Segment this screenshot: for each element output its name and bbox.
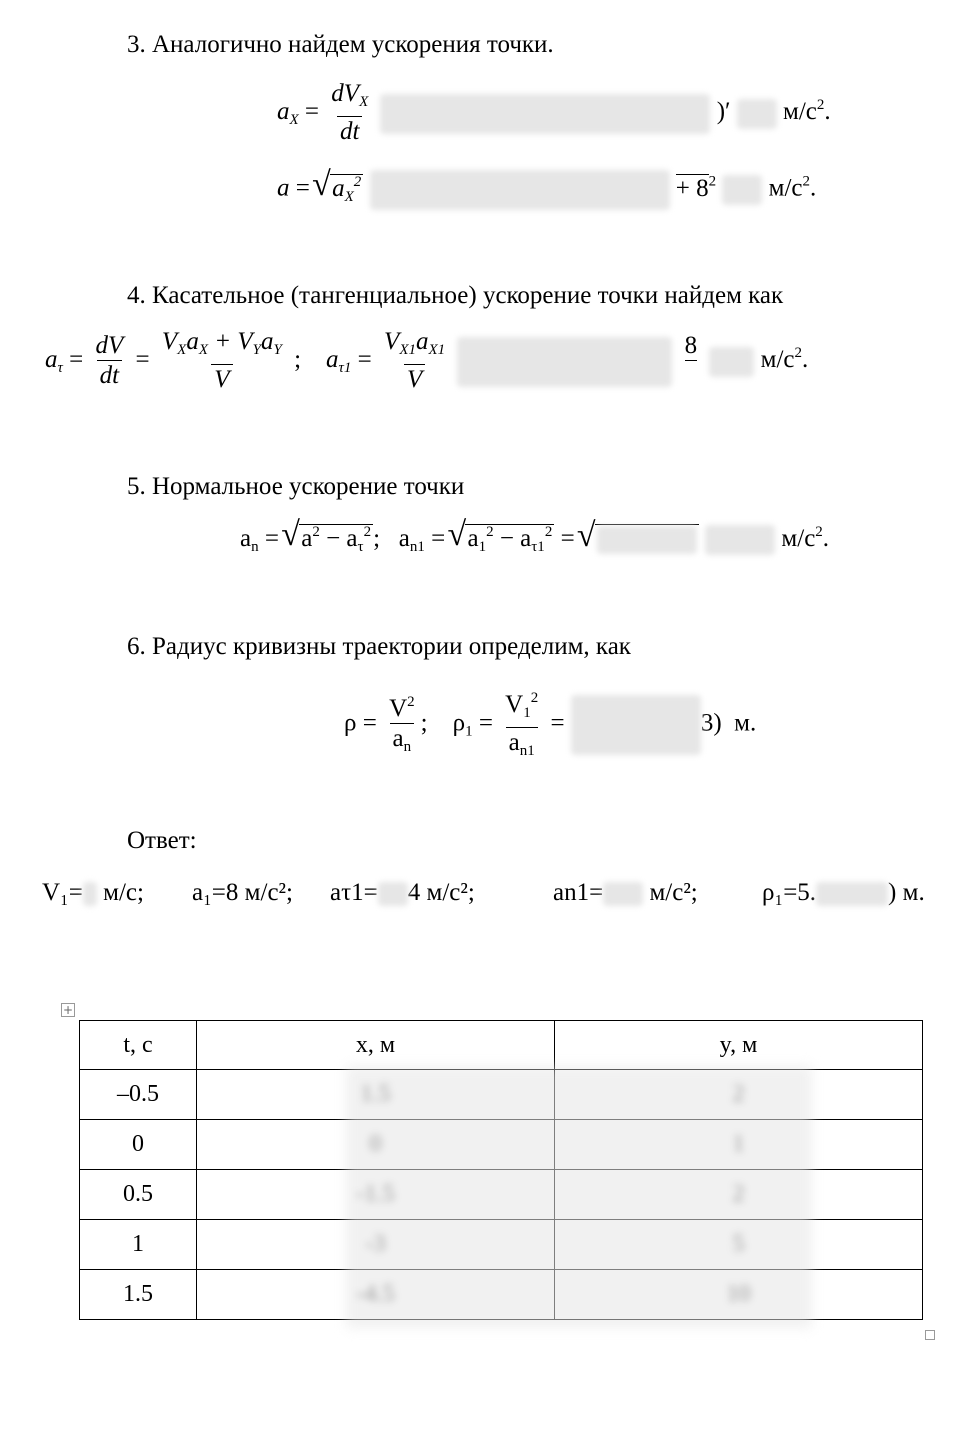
table-move-handle[interactable]: + — [62, 1003, 74, 1017]
answer-a1-unit: м/с²; — [244, 879, 293, 906]
answer-an1-unit: м/с²; — [649, 879, 698, 906]
answer-at1-group — [330, 878, 475, 908]
unit-an: м/с — [781, 525, 816, 552]
section-5-heading: 5. Нормальное ускорение точки — [127, 473, 465, 500]
section-6-heading: 6. Радиус кривизны траектории определим, как — [127, 633, 631, 660]
blurred-region — [346, 1066, 812, 1328]
answer-at1: aτ1= — [330, 879, 378, 906]
unit-ax: м/с — [783, 98, 817, 126]
section-4-heading: 4. Касательное (тангенциальное) ускорение точки найдем как — [127, 282, 784, 309]
answer-a1-group — [192, 878, 293, 908]
header-y: y, м — [555, 1021, 923, 1070]
formula-rho-tail: 3) — [700, 709, 722, 737]
formula-atau: $a_\tau$ = $\frac{dV}{dt}$ = $\frac{V_Xa_X + V_Ya_Y}{V}$ ; $a_{\tau 1}$ = $\frac{V_{X1}a_{X1}}{V}$ 8 $м/с^2$. — [45, 328, 809, 393]
answer-v1-unit: м/с; — [103, 879, 144, 906]
answer-heading: Ответ: — [127, 827, 197, 854]
cell-t: 1 — [80, 1220, 197, 1270]
header-x: x, м — [197, 1021, 555, 1070]
header-t: t, c — [80, 1021, 197, 1070]
answer-rho1: ρ₁=5. — [762, 879, 817, 906]
unit-at: м/с — [760, 346, 795, 374]
formula-ax: $a_X$ = $\frac{dV_X}{dt}$ )′ $м/с^2$. — [277, 80, 831, 145]
unit-rho: м. — [734, 709, 757, 737]
answer-an1-group — [553, 878, 698, 908]
answer-rho1-tail: ) м. — [888, 879, 925, 906]
answer-v1: V₁= — [42, 879, 83, 906]
table-header-row — [80, 1021, 923, 1070]
cell-t: 0.5 — [80, 1170, 197, 1220]
cell-t: 1.5 — [80, 1270, 197, 1320]
formula-a-tail: + 8 — [675, 174, 709, 202]
answer-line — [42, 878, 144, 908]
formula-an: $a_n$ = √ $a^2 - a_\tau^2$; $a_{n1}$ = √ $a_1^2 - a_{\tau 1}^2$ = √ $м/с^2$. — [240, 524, 829, 556]
answer-an1: an1= — [553, 879, 604, 906]
answer-rho1-group — [762, 878, 925, 908]
cell-t: 0 — [80, 1120, 197, 1170]
answer-a1: a₁=8 — [192, 879, 239, 906]
section-3-heading: 3. Аналогично найдем ускорения точки. — [127, 31, 554, 58]
formula-rho: ρ = $\frac{V^2}{a_n}$ ; $\rho_1$ = $\frac{V_1^2}{a_{n1}}$ = 3) м. — [344, 684, 756, 766]
cell-t: –0.5 — [80, 1070, 197, 1120]
answer-at1-tail: 4 м/с²; — [407, 879, 475, 906]
unit-a: м/с — [768, 174, 803, 202]
formula-a: a = √ $a_X^2 + 8^2$ $м/с^2$. — [277, 170, 816, 210]
formula-at-tail: 8 — [684, 332, 698, 359]
table-resize-handle[interactable] — [925, 1330, 935, 1340]
